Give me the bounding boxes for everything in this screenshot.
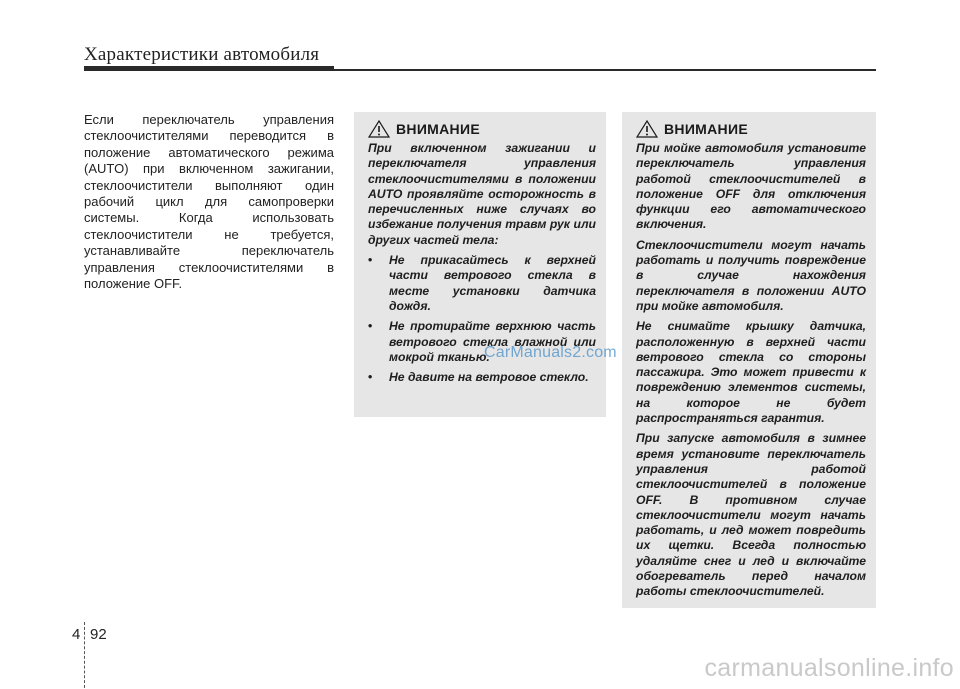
warning-paragraph: При запуске автомобиля в зимнее время установите переключатель управления работой стеклоочистителей в положение OFF. В противном случае стеклоочистители могут начать работать, и лед может повредить их щетки. Всегда полностью удаляйте снег и лед и включайте обогреватель перед началом работы стеклоочистителей. [636,431,866,599]
list-item: • Не протирайте верхнюю часть ветрового стекла влажной или мокрой тканью. [368,319,596,364]
list-item-text: Не прикасайтесь к верхней части ветрового стекла в месте установки датчика дождя. [389,253,596,313]
warning-triangle-icon [636,120,658,138]
warning-triangle-icon [368,120,390,138]
body-paragraph: Если переключатель управления стеклоочистителями переводится в положение автоматического режима (AUTO) при включенном зажигании, стеклоочистители выполняют один рабочий цикл для самопроверки системы. Когда использовать стеклоочистители не требуется, устанавливайте переключатель управления стеклоочистителями в положение OFF. [84,112,334,292]
warning-box-right [622,112,876,608]
warning-title: ВНИМАНИЕ [396,121,480,137]
section-title: Характеристики автомобиля [84,44,320,65]
watermark-link[interactable]: CarManuals2.com [484,344,617,361]
footer-divider [84,622,86,688]
header-rule-thin [334,69,876,71]
warning-bullet-list [368,253,596,385]
list-item: • Не давите на ветровое стекло. [368,370,589,385]
header-rule-thick [84,66,334,71]
warning-paragraph: При мойке автомобиля установите переключатель управления работой стеклоочистителей в положение OFF для отключения функции его автоматического включения. [636,141,866,232]
warning-title: ВНИМАНИЕ [664,121,748,137]
list-item: • Не прикасайтесь к верхней части ветрового стекла в месте установки датчика дождя. [368,253,596,313]
list-item-text: Не протирайте верхнюю часть ветрового стекла влажной или мокрой тканью. [389,319,596,364]
chapter-number: 4 [72,626,81,643]
watermark-site-link[interactable]: carmanualsonline.info [704,654,954,682]
warning-paragraph: Не снимайте крышку датчика, расположенную в верхней части ветрового стекла со стороны пассажира. Это может привести к повреждению элементов системы, на которое не будет распространяться гарантия. [636,319,866,426]
page-number: 92 [90,626,107,643]
list-item-text: Не давите на ветровое стекло. [389,370,589,385]
warning-box-left [354,112,606,417]
warning-paragraph: Стеклоочистители могут начать работать и получить повреждение в случае нахождения переключателя в положении AUTO при мойке автомобиля. [636,237,866,313]
warning-header [636,120,866,138]
warning-intro: При включенном зажигании и переключателя управления стеклоочистителями в положении AUTO проявляйте осторожность в перечисленных ниже случаях во избежание получения травм рук или других частей тела: [368,141,596,247]
warning-header [368,120,596,138]
